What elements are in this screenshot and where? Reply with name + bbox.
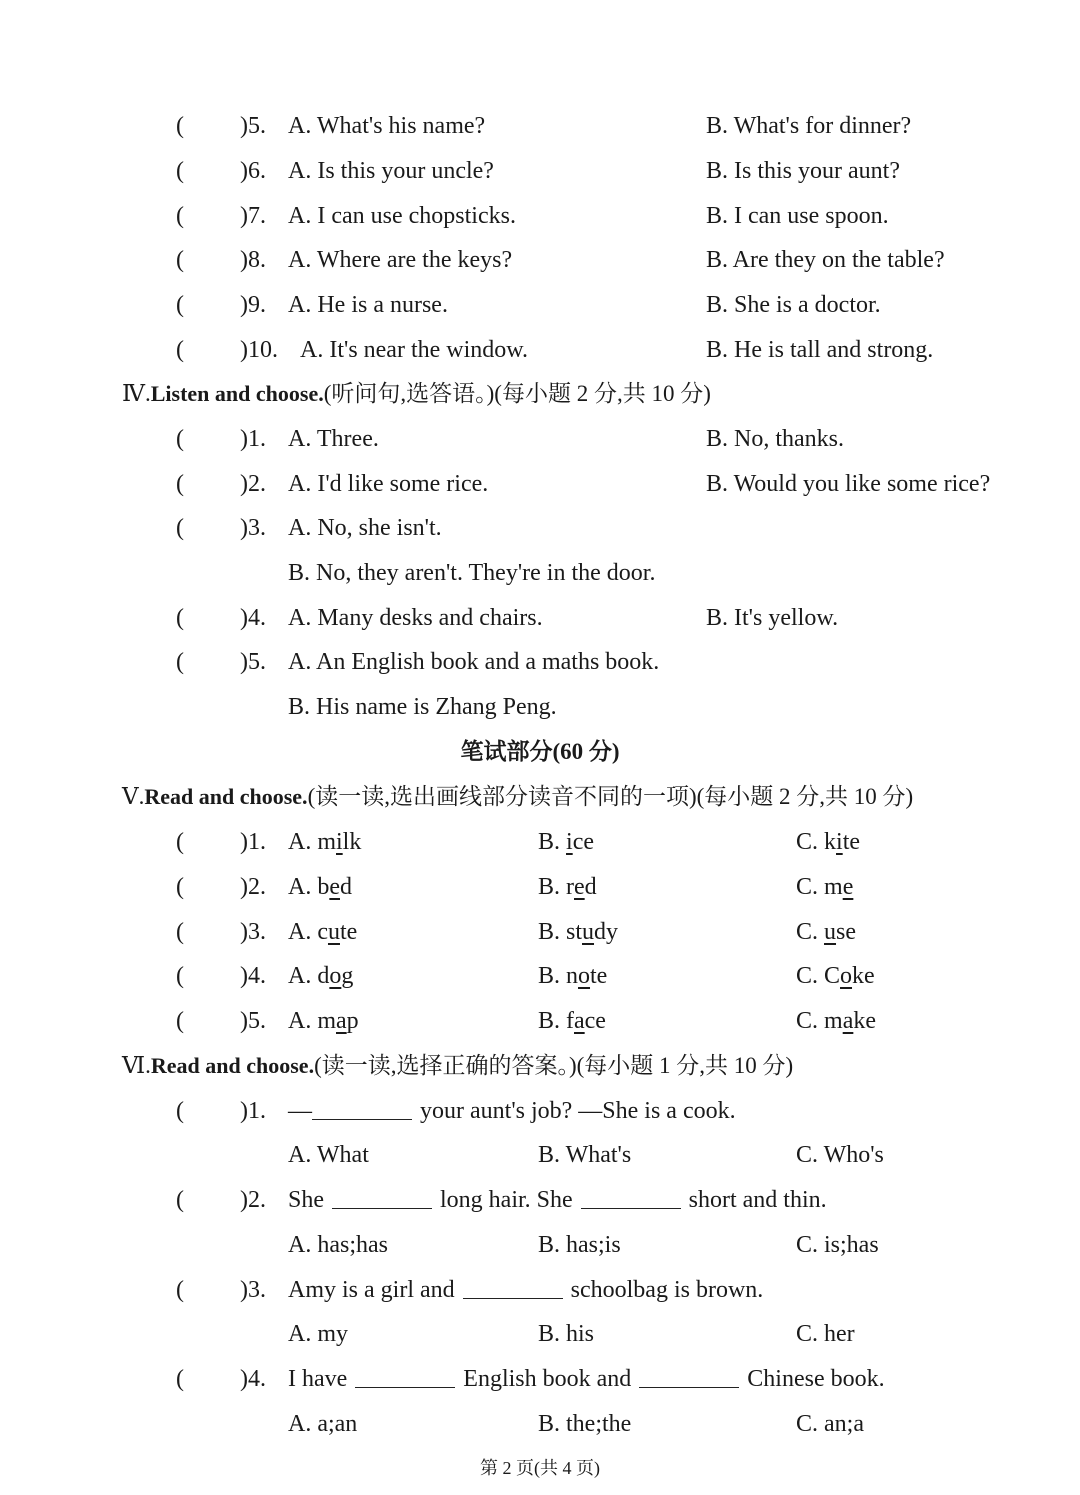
stem-text: English book and [463, 1366, 632, 1392]
word-part: A. m [288, 829, 336, 855]
word-part: se [836, 919, 857, 945]
answer-paren: ( [176, 963, 184, 989]
underlined-letter: i [566, 829, 573, 855]
word-part: g [341, 963, 354, 989]
stem-text: I have [288, 1366, 348, 1392]
question-number: )1. [240, 426, 266, 452]
option-b: B. has;is [538, 1232, 621, 1258]
option-a: A. What [288, 1142, 369, 1168]
underlined-letter: e [329, 874, 340, 900]
answer-paren: ( [176, 113, 184, 139]
answer-paren: ( [176, 829, 184, 855]
option-a: A. What's his name? [288, 113, 486, 139]
underlined-letter: a [574, 1008, 585, 1034]
question-number: )2. [240, 1187, 266, 1213]
option-c [796, 999, 876, 1043]
word-part: ke [853, 1008, 876, 1034]
option-a: A. Is this your uncle? [288, 158, 494, 184]
option-a: A. An English book and a maths book. [288, 649, 660, 675]
word-part: lk [342, 829, 362, 855]
fill-blank[interactable] [332, 1207, 432, 1209]
question-number: )2. [240, 874, 266, 900]
word-part: C. [796, 919, 825, 945]
question-number: )8. [240, 247, 266, 273]
underlined-letter: i [836, 829, 843, 855]
option-c: C. Who's [796, 1142, 884, 1168]
fill-blank[interactable] [312, 1118, 412, 1120]
question-number: )5. [240, 113, 266, 139]
word-part: p [346, 1008, 359, 1034]
option-b [538, 865, 597, 909]
word-part: A. c [288, 919, 328, 945]
underlined-letter: i [336, 829, 343, 855]
word-part: C. m [796, 874, 843, 900]
word-part: C. m [796, 1008, 843, 1034]
option-c: C. her [796, 1321, 855, 1347]
option-a: A. It's near the window. [300, 337, 529, 363]
option-b: B. I can use spoon. [706, 203, 889, 229]
section-heading [122, 372, 711, 416]
option-a: A. my [288, 1321, 348, 1347]
option-b: B. the;the [538, 1411, 632, 1437]
answer-paren: ( [176, 515, 184, 541]
option-b: B. His name is Zhang Peng. [288, 694, 557, 720]
option-a [288, 954, 353, 998]
question-number: )7. [240, 203, 266, 229]
fill-blank[interactable] [581, 1207, 681, 1209]
question-number: )5. [240, 1008, 266, 1034]
option-b [538, 820, 594, 864]
word-part: d [340, 874, 352, 900]
option-b [538, 999, 606, 1043]
option-b: B. She is a doctor. [706, 292, 881, 318]
section-heading [122, 775, 913, 819]
word-part: d [584, 874, 597, 900]
option-a: A. Three. [288, 426, 379, 452]
option-a: A. Many desks and chairs. [288, 605, 543, 631]
question-number: )6. [240, 158, 266, 184]
answer-paren: ( [176, 247, 184, 273]
question-number: )2. [240, 471, 266, 497]
answer-paren: ( [176, 649, 184, 675]
answer-paren: ( [176, 1098, 184, 1124]
question-number: )3. [240, 919, 266, 945]
option-b: B. What's for dinner? [706, 113, 912, 139]
option-a: A. No, she isn't. [288, 515, 442, 541]
answer-paren: ( [176, 426, 184, 452]
word-part: C. k [796, 829, 837, 855]
stem-text: long hair. She [440, 1187, 573, 1213]
underlined-letter: o [578, 963, 591, 989]
stem-text: Amy is a girl and [288, 1277, 455, 1303]
answer-paren: ( [176, 1008, 184, 1034]
option-b [538, 910, 618, 954]
question-number: )5. [240, 649, 266, 675]
section-numeral: Ⅴ. [122, 784, 145, 809]
page-footer: 第 2 页(共 4 页) [480, 1458, 600, 1478]
question-stem [288, 1089, 736, 1133]
underlined-letter: e [574, 874, 585, 900]
option-a [288, 999, 359, 1043]
word-part: B. [538, 829, 567, 855]
option-a: A. I can use chopsticks. [288, 203, 516, 229]
answer-paren: ( [176, 471, 184, 497]
answer-paren: ( [176, 605, 184, 631]
option-c: C. is;has [796, 1232, 879, 1258]
answer-paren: ( [176, 337, 184, 363]
section-title-en: Read and choose. [150, 1053, 315, 1078]
underlined-letter: a [336, 1008, 347, 1034]
word-part: dy [594, 919, 619, 945]
section-title-en: Read and choose. [144, 784, 308, 809]
stem-text: — [288, 1098, 312, 1124]
word-part: A. m [288, 1008, 336, 1034]
option-a: A. He is a nurse. [288, 292, 448, 318]
option-b [538, 954, 607, 998]
option-b: B. Are they on the table? [706, 247, 945, 273]
option-b: B. Is this your aunt? [706, 158, 900, 184]
underlined-letter: u [582, 919, 595, 945]
option-b: B. It's yellow. [706, 605, 839, 631]
stem-text: She [288, 1187, 324, 1213]
option-a [288, 865, 352, 909]
option-a: A. a;an [288, 1411, 358, 1437]
question-number: )9. [240, 292, 266, 318]
section-numeral: Ⅵ. [122, 1053, 151, 1078]
word-part: ce [572, 829, 594, 855]
option-a [288, 820, 361, 864]
section-heading [122, 1044, 793, 1088]
section-title-cn: (听问句,选答语。)(每小题 2 分,共 10 分) [323, 381, 711, 406]
question-number: )1. [240, 829, 266, 855]
question-number: )4. [240, 963, 266, 989]
question-number: )3. [240, 515, 266, 541]
word-part: B. st [538, 919, 583, 945]
section-numeral: Ⅳ. [122, 381, 151, 406]
underlined-letter: u [824, 919, 837, 945]
option-c [796, 910, 856, 954]
word-part: te [590, 963, 608, 989]
fill-blank[interactable] [639, 1386, 739, 1388]
option-c [796, 820, 860, 864]
question-number: )1. [240, 1098, 266, 1124]
section-title-cn: (读一读,选出画线部分读音不同的一项)(每小题 2 分,共 10 分) [307, 784, 914, 809]
answer-paren: ( [176, 874, 184, 900]
stem-text: schoolbag is brown. [570, 1277, 764, 1303]
option-a [288, 910, 357, 954]
option-b: B. his [538, 1321, 595, 1347]
option-a: A. Where are the keys? [288, 247, 513, 273]
option-c [796, 954, 875, 998]
question-number: )10. [240, 337, 278, 363]
underlined-letter: e [842, 874, 854, 900]
option-a: A. I'd like some rice. [288, 471, 489, 497]
stem-text: short and thin. [688, 1187, 827, 1213]
option-b: B. He is tall and strong. [706, 337, 934, 363]
fill-blank[interactable] [463, 1297, 563, 1299]
question-stem [288, 1178, 827, 1222]
word-part: ke [852, 963, 875, 989]
underlined-letter: o [840, 963, 853, 989]
answer-paren: ( [176, 1277, 184, 1303]
option-c [796, 865, 853, 909]
option-a: A. has;has [288, 1232, 388, 1258]
question-number: )3. [240, 1277, 266, 1303]
answer-paren: ( [176, 1366, 184, 1392]
answer-paren: ( [176, 292, 184, 318]
question-number: )4. [240, 1366, 266, 1392]
option-b: B. No, thanks. [706, 426, 844, 452]
stem-text: Chinese book. [747, 1366, 885, 1392]
word-part: ce [584, 1008, 606, 1034]
answer-paren: ( [176, 919, 184, 945]
question-stem [288, 1357, 885, 1401]
word-part: A. d [288, 963, 330, 989]
stem-text: your aunt's job? —She is a cook. [420, 1098, 736, 1124]
answer-paren: ( [176, 203, 184, 229]
option-b: B. Would you like some rice? [706, 471, 991, 497]
question-number: )4. [240, 605, 266, 631]
word-part: B. r [538, 874, 574, 900]
fill-blank[interactable] [355, 1386, 455, 1388]
option-c: C. an;a [796, 1411, 864, 1437]
question-stem [288, 1268, 763, 1312]
word-part: B. n [538, 963, 579, 989]
underlined-letter: a [842, 1008, 854, 1034]
word-part: C. C [796, 963, 841, 989]
word-part: te [339, 919, 358, 945]
word-part: A. b [288, 874, 330, 900]
answer-paren: ( [176, 1187, 184, 1213]
word-part: B. f [538, 1008, 574, 1034]
option-b: B. No, they aren't. They're in the door. [288, 560, 656, 586]
option-b: B. What's [538, 1142, 632, 1168]
part-title: 笔试部分(60 分) [460, 739, 620, 764]
answer-paren: ( [176, 158, 184, 184]
section-title-en: Listen and choose. [150, 381, 324, 406]
word-part: te [842, 829, 861, 855]
underlined-letter: o [329, 963, 342, 989]
section-title-cn: (读一读,选择正确的答案。)(每小题 1 分,共 10 分) [314, 1053, 794, 1078]
underlined-letter: u [327, 919, 340, 945]
